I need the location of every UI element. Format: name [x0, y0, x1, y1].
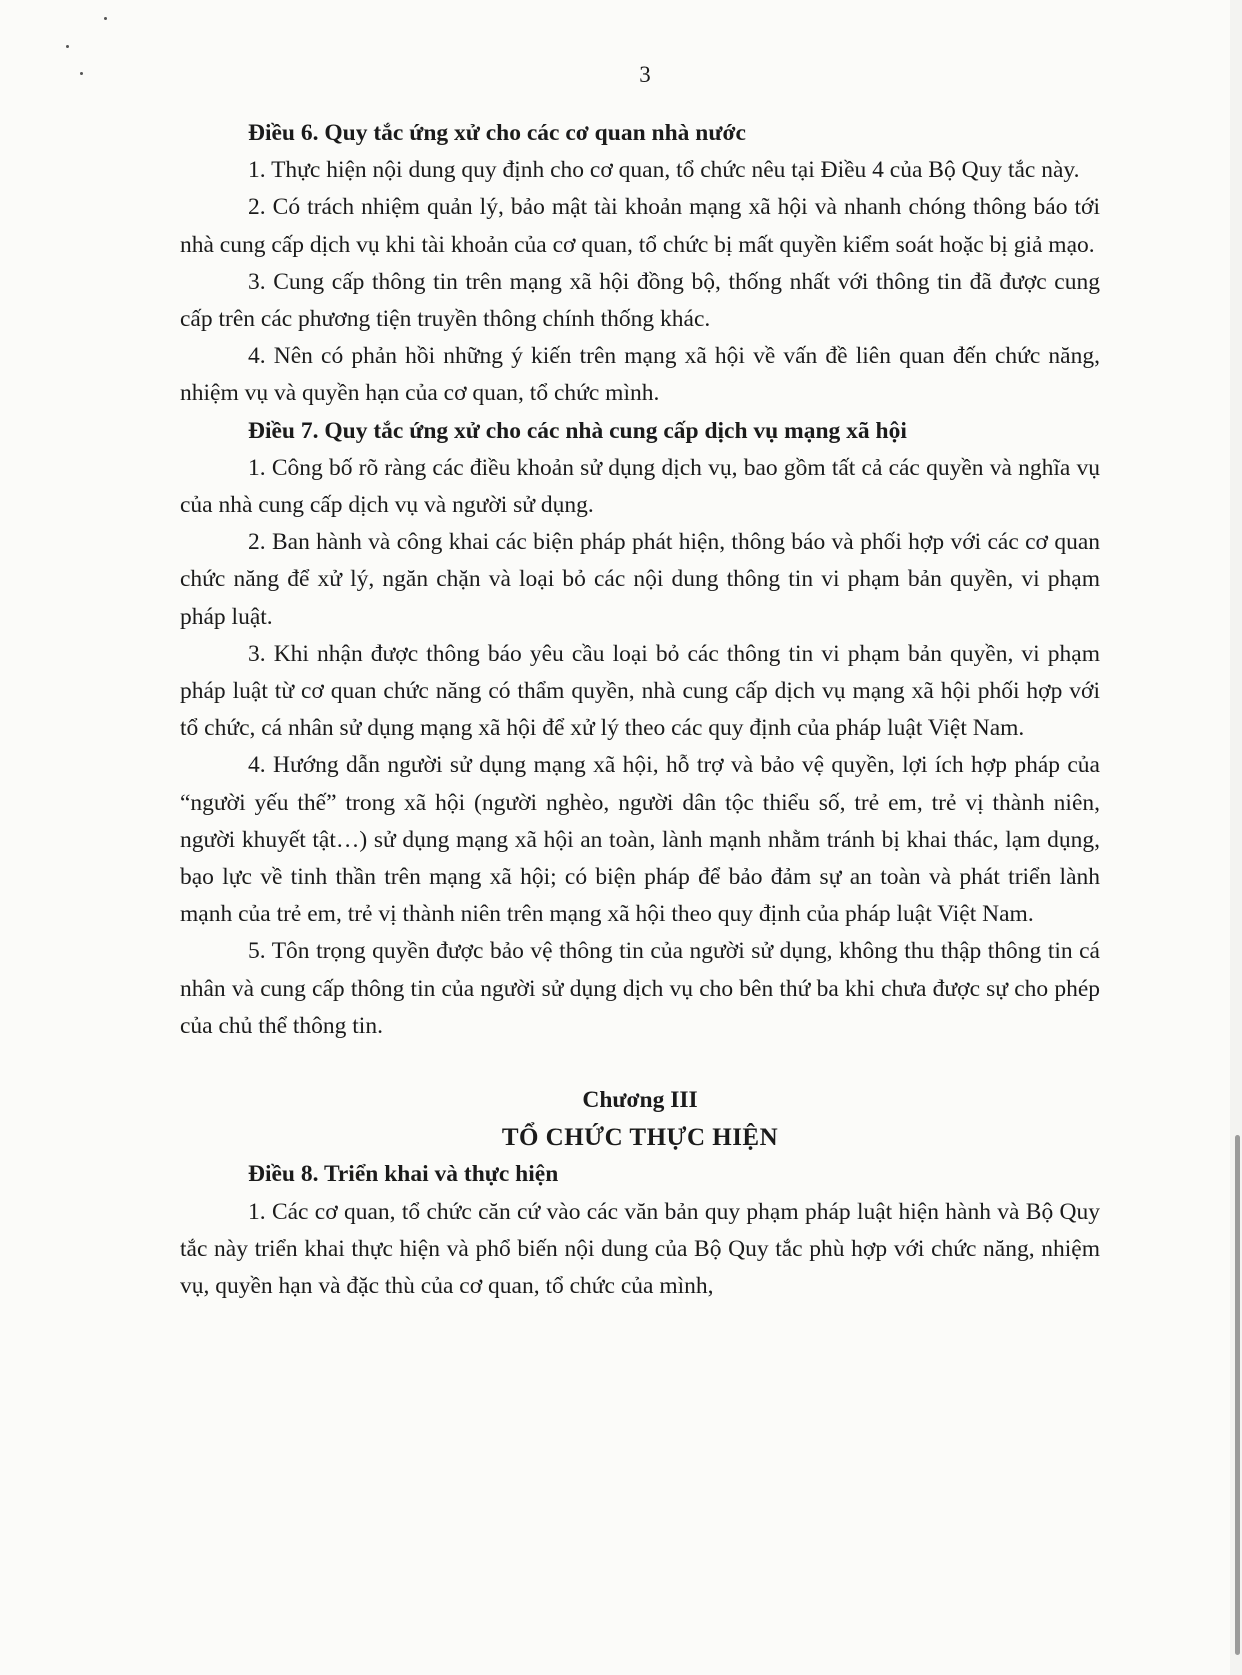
document-body: [180, 115, 1100, 1305]
scan-speck: [104, 17, 107, 20]
article-7-clause-3: 3. Khi nhận được thông báo yêu cầu loại bỏ các thông tin vi phạm bản quyền, vi phạm pháp luật từ cơ quan chức năng có thẩm quyền, nhà cung cấp dịch vụ mạng xã hội phối hợp với tổ chức, cá nhân sử dụng mạng xã hội để xử lý theo các quy định của pháp luật Việt Nam.: [180, 640, 1100, 742]
article-7-clause-1: 1. Công bố rõ ràng các điều khoản sử dụng dịch vụ, bao gồm tất cả các quyền và nghĩa vụ của nhà cung cấp dịch vụ và người sử dụng.: [180, 454, 1100, 519]
article-7-clause-4: 4. Hướng dẫn người sử dụng mạng xã hội, hỗ trợ và bảo vệ quyền, lợi ích hợp pháp của “người yếu thế” trong xã hội (người nghèo, người dân tộc thiểu số, trẻ em, trẻ vị thành niên, người khuyết tật…) sử dụng mạng xã hội an toàn, lành mạnh nhằm tránh bị khai thác, lạm dụng, bạo lực về tinh thần trên mạng xã hội; có biện pháp để bảo đảm sự an toàn và phát triển lành mạnh của trẻ em, trẻ vị thành niên trên mạng xã hội theo quy định của pháp luật Việt Nam.: [180, 752, 1100, 928]
article-8-heading: Điều 8. Triển khai và thực hiện: [248, 1161, 559, 1188]
vertical-scrollbar[interactable]: [1235, 1135, 1240, 1655]
chapter-number: Chương III: [582, 1087, 698, 1114]
article-7-clause-2: 2. Ban hành và công khai các biện pháp phát hiện, thông báo và phối hợp với các cơ quan chức năng để xử lý, ngăn chặn và loại bỏ các nội dung thông tin vi phạm bản quyền, vi phạm pháp luật.: [180, 529, 1100, 630]
article-7-clause-5: 5. Tôn trọng quyền được bảo vệ thông tin của người sử dụng, không thu thập thông tin cá nhân và cung cấp thông tin của người sử dụng dịch vụ cho bên thứ ba khi chưa được sự cho phép của chủ thể thông tin.: [180, 938, 1100, 1039]
chapter-title: TỔ CHỨC THỰC HIỆN: [501, 1124, 779, 1152]
article-6-clause-2: 2. Có trách nhiệm quản lý, bảo mật tài khoản mạng xã hội và nhanh chóng thông báo tới nhà cung cấp dịch vụ khi tài khoản của cơ quan, tổ chức bị mất quyền kiểm soát hoặc bị giả mạo.: [180, 194, 1100, 258]
article-6-heading: Điều 6. Quy tắc ứng xử cho các cơ quan nhà nước: [248, 120, 746, 146]
article-6-clause-1: 1. Thực hiện nội dung quy định cho cơ quan, tổ chức nêu tại Điều 4 của Bộ Quy tắc này.: [248, 157, 1080, 184]
scan-speck: [66, 45, 69, 48]
article-7-heading: Điều 7. Quy tắc ứng xử cho các nhà cung cấp dịch vụ mạng xã hội: [248, 417, 907, 444]
article-6-clause-3: 3. Cung cấp thông tin trên mạng xã hội đồng bộ, thống nhất với thông tin đã được cung cấp trên các phương tiện truyền thông chính thống khác.: [180, 268, 1100, 333]
page-number: 3: [639, 62, 651, 87]
article-6-clause-4: 4. Nên có phản hồi những ý kiến trên mạng xã hội về vấn đề liên quan đến chức năng, nhiệm vụ và quyền hạn của cơ quan, tổ chức mình.: [180, 343, 1100, 407]
article-8-clause-1: 1. Các cơ quan, tổ chức căn cứ vào các văn bản quy phạm pháp luật hiện hành và Bộ Quy tắc này triển khai thực hiện và phổ biến nội dung của Bộ Quy tắc phù hợp với chức năng, nhiệm vụ, quyền hạn và đặc thù của cơ quan, tổ chức của mình,: [180, 1198, 1100, 1300]
